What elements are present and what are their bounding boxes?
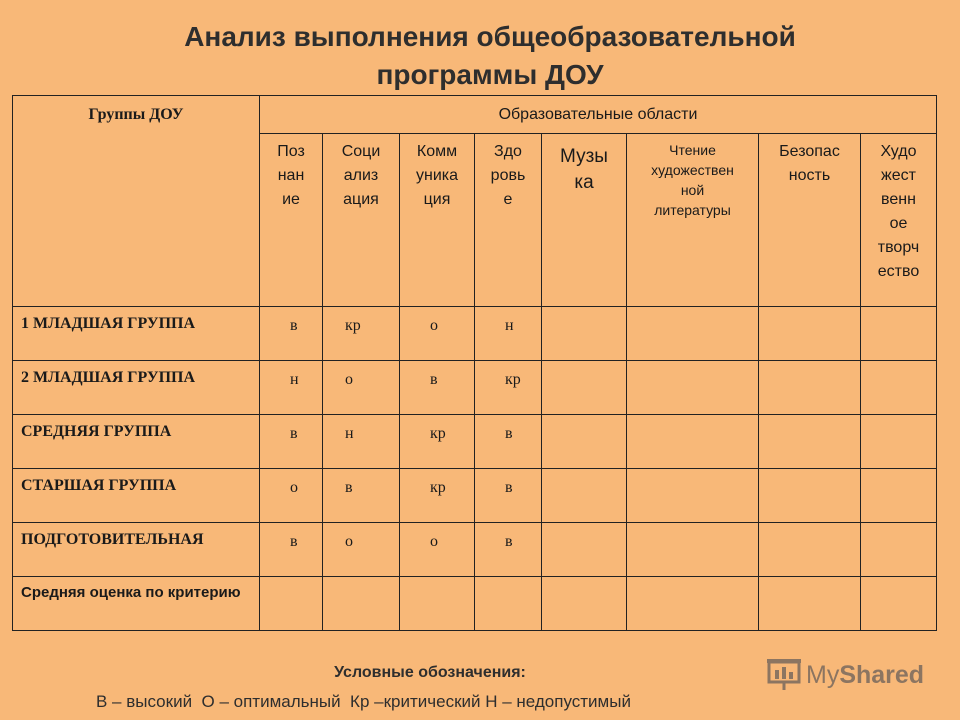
grade-cell <box>759 469 861 523</box>
analysis-table <box>12 95 937 631</box>
grade-cell <box>861 361 937 415</box>
group-header: Группы ДОУ <box>13 96 260 307</box>
grade-cell <box>542 415 627 469</box>
summary-cell <box>542 577 627 631</box>
group-label: СТАРШАЯ ГРУППА <box>13 469 260 523</box>
grade-cell: в <box>400 361 475 415</box>
grade-cell <box>627 307 759 361</box>
grade-cell: кр <box>400 469 475 523</box>
table-row <box>13 415 937 469</box>
column-header: Музы ка <box>542 134 627 307</box>
grade-cell: о <box>323 361 400 415</box>
grade-cell: кр <box>475 361 542 415</box>
group-label: 1 МЛАДШАЯ ГРУППА <box>13 307 260 361</box>
grade-cell <box>861 523 937 577</box>
summary-cell <box>323 577 400 631</box>
column-header: Безопас ность <box>759 134 861 307</box>
grade-cell <box>542 361 627 415</box>
grade-cell: н <box>475 307 542 361</box>
grade-cell: кр <box>323 307 400 361</box>
areas-header: Образовательные области <box>260 96 937 134</box>
watermark-prefix: My <box>806 660 840 689</box>
grade-cell <box>627 361 759 415</box>
column-header: Чтение художествен ной литературы <box>627 134 759 307</box>
presentation-icon <box>766 658 802 692</box>
grade-cell <box>759 307 861 361</box>
column-header: Худо жест венн ое творч ество <box>861 134 937 307</box>
group-label: СРЕДНЯЯ ГРУППА <box>13 415 260 469</box>
legend-text: В – высокий О – оптимальный Кр –критический Н – недопустимый <box>96 692 631 711</box>
title-line-2: программы ДОУ <box>376 59 604 90</box>
grade-cell <box>542 469 627 523</box>
summary-cell <box>475 577 542 631</box>
grade-cell: о <box>260 469 323 523</box>
column-header: Поз нан ие <box>260 134 323 307</box>
group-label: 2 МЛАДШАЯ ГРУППА <box>13 361 260 415</box>
grade-cell: о <box>400 307 475 361</box>
grade-cell: о <box>400 523 475 577</box>
grade-cell: в <box>323 469 400 523</box>
summary-cell <box>260 577 323 631</box>
summary-row-label: Средняя оценка по критерию <box>13 577 260 631</box>
watermark-logo <box>766 658 924 692</box>
table-row <box>13 469 937 523</box>
grade-cell <box>861 415 937 469</box>
table-row <box>13 307 937 361</box>
column-header: Соци ализ ация <box>323 134 400 307</box>
watermark-suffix: Shared <box>839 660 925 689</box>
grade-cell: в <box>260 415 323 469</box>
grade-cell <box>759 523 861 577</box>
grade-cell <box>627 469 759 523</box>
grade-cell <box>759 361 861 415</box>
grade-cell: о <box>323 523 400 577</box>
grade-cell <box>861 307 937 361</box>
grade-cell: в <box>260 523 323 577</box>
column-header: Комм уника ция <box>400 134 475 307</box>
grade-cell <box>542 523 627 577</box>
grade-cell: в <box>475 523 542 577</box>
title-line-1: Анализ выполнения общеобразовательной <box>184 21 796 52</box>
group-label: ПОДГОТОВИТЕЛЬНАЯ <box>13 523 260 577</box>
legend-title: Условные обозначения: <box>334 664 526 681</box>
grade-cell: в <box>260 307 323 361</box>
summary-cell <box>861 577 937 631</box>
summary-cell <box>400 577 475 631</box>
grade-cell <box>627 523 759 577</box>
grade-cell <box>627 415 759 469</box>
grade-cell: кр <box>400 415 475 469</box>
table-row <box>13 523 937 577</box>
summary-cell <box>759 577 861 631</box>
table-row <box>13 361 937 415</box>
grade-cell: н <box>323 415 400 469</box>
column-header: Здо ровь е <box>475 134 542 307</box>
grade-cell: в <box>475 415 542 469</box>
grade-cell: в <box>475 469 542 523</box>
summary-cell <box>627 577 759 631</box>
grade-cell <box>861 469 937 523</box>
grade-cell <box>759 415 861 469</box>
page-title <box>60 18 920 94</box>
grade-cell <box>542 307 627 361</box>
grade-cell: н <box>260 361 323 415</box>
